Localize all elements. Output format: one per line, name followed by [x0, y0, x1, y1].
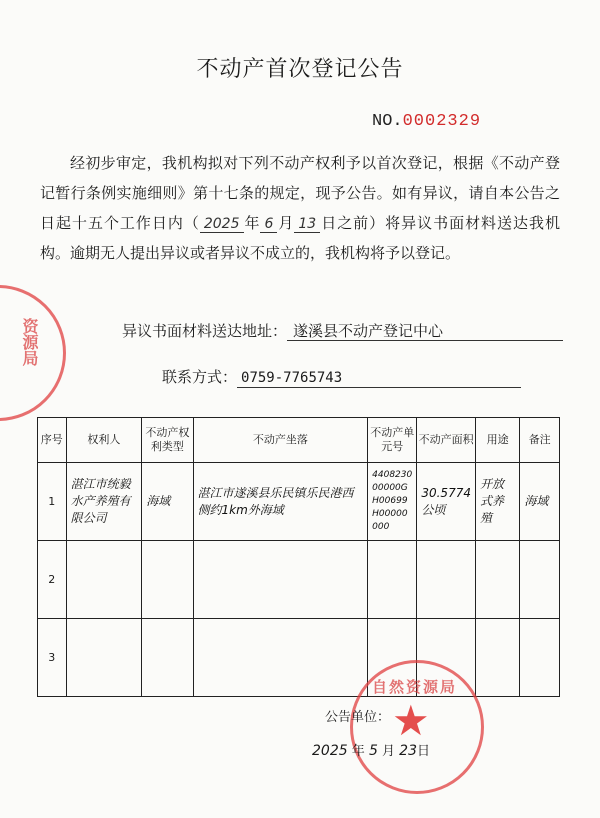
address-label: 异议书面材料送达地址： [122, 322, 288, 340]
row-no: 2 [38, 541, 67, 619]
deadline-day: 13 [294, 216, 320, 233]
table-row [38, 463, 560, 541]
notice-body [40, 148, 560, 268]
issue-year-label: 年 [351, 744, 365, 759]
table-row [38, 619, 560, 697]
table-header-row [38, 418, 560, 463]
row-type [142, 619, 193, 697]
row-holder [66, 619, 142, 697]
header-area: 不动产面积 [417, 418, 476, 463]
row-note: 海域 [520, 463, 560, 541]
row-location: 湛江市遂溪县乐民镇乐民港西侧约1km外海域 [193, 463, 368, 541]
row-unit: 440823000000GH00699H00000000 [368, 463, 417, 541]
header-no: 序号 [38, 418, 67, 463]
issue-month: 5 [368, 743, 378, 759]
serial-number [372, 112, 481, 131]
table-row [38, 541, 560, 619]
header-type: 不动产权利类型 [142, 418, 193, 463]
deadline-month: 6 [260, 216, 277, 233]
row-area [417, 541, 476, 619]
row-note [520, 619, 560, 697]
notice-title: 不动产首次登记公告 [196, 57, 404, 82]
row-location [193, 619, 368, 697]
contact-value: 0759-7765743 [237, 369, 521, 388]
address-value: 遂溪县不动产登记中心 [287, 322, 563, 341]
row-use: 开放式养殖 [475, 463, 519, 541]
serial-prefix: NO. [372, 112, 403, 131]
row-type: 海域 [142, 463, 193, 541]
header-holder: 权利人 [66, 418, 142, 463]
issuer-label: 公告单位： [325, 710, 391, 725]
row-no: 3 [38, 619, 67, 697]
row-holder [66, 541, 142, 619]
row-type [142, 541, 193, 619]
contact-info [162, 366, 521, 388]
notice-text-2: 日之前）将异议书面材料送达我机构。逾期无人提出异议或者异议不成立的，我机构将予以登记。 [40, 214, 560, 262]
year-label: 年 [243, 214, 261, 232]
header-note: 备注 [520, 418, 560, 463]
row-area: 30.5774公顷 [417, 463, 476, 541]
header-unit: 不动产单元号 [368, 418, 417, 463]
issue-day-label: 日 [416, 744, 430, 759]
serial-digits: 0002329 [402, 112, 482, 131]
issue-month-label: 月 [382, 744, 396, 759]
row-holder: 湛江市统毅水产养殖有限公司 [66, 463, 142, 541]
issue-date [312, 740, 430, 759]
contact-label: 联系方式： [162, 368, 238, 386]
row-use [475, 619, 519, 697]
seal-star-icon: ★ [392, 696, 430, 745]
header-location: 不动产坐落 [193, 418, 368, 463]
row-no: 1 [38, 463, 67, 541]
row-unit [368, 541, 417, 619]
notice-text-1: 经初步审定，我机构拟对下列不动产权利予以首次登记，根据《不动产登记暂行条例实施细则》第十七条的规定，现予公告。如有异议，请自本公告之日起十五个工作日内（ [40, 154, 560, 232]
objection-address [122, 320, 563, 341]
row-location [193, 541, 368, 619]
deadline-year: 2025 [200, 216, 244, 233]
issue-year: 2025 [312, 743, 348, 759]
header-use: 用途 [475, 418, 519, 463]
official-seal-text: 自然资源局 [372, 678, 458, 696]
row-note [520, 541, 560, 619]
row-use [475, 541, 519, 619]
partial-seal-text: 资源局 [20, 318, 39, 366]
issue-day: 23 [399, 743, 417, 759]
property-table [37, 417, 560, 697]
month-label: 月 [277, 214, 295, 232]
